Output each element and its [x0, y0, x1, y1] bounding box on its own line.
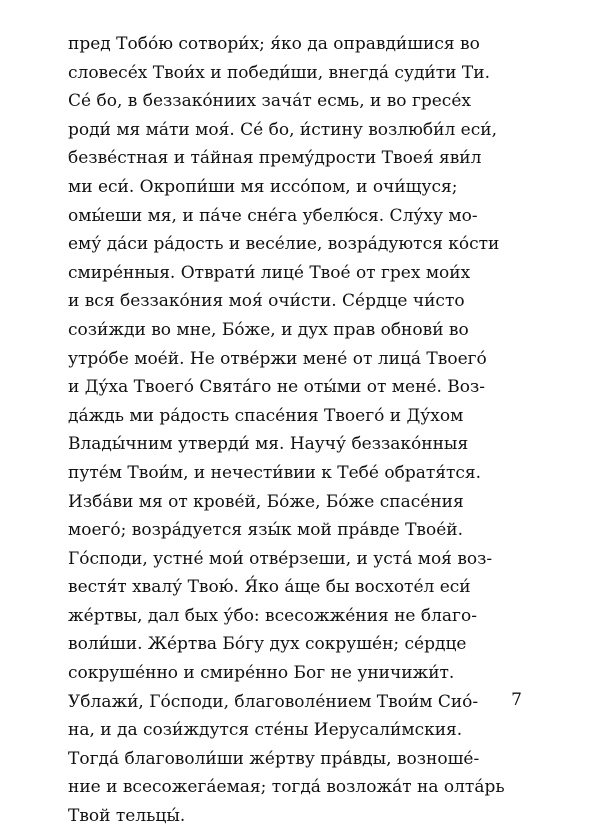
text-line: ние и всесожега́емая; тогда́ возложа́т на олта́рь — [68, 777, 505, 798]
text-line: Тогда́ благоволи́ши же́ртву пра́вды, возноше́- — [68, 748, 480, 769]
text-line: Твой тельцы́. — [68, 806, 186, 827]
text-line: роди́ мя ма́ти моя́. Се́ бо, и́стину возлюби́л еси́, — [68, 119, 497, 140]
text-line: Го́споди, устне́ мои́ отве́рзеши, и уста́ моя́ воз- — [68, 548, 493, 569]
text-line: же́ртвы, дал бых у́бо: всесожже́ния не благо- — [68, 605, 477, 626]
text-line: да́ждь ми ра́дость спасе́ния Твоего́ и Ду́хом — [68, 405, 464, 426]
text-line: ми еси́. Окропи́ши мя иссо́пом, и очи́щуся; — [68, 176, 458, 197]
page-number: 7 — [511, 690, 522, 710]
text-line: утро́бе мое́й. Не отве́ржи мене́ от лица́ Твоего́ — [68, 348, 487, 369]
text-line: Ублажи́, Го́споди, благоволе́нием Твои́м Сио́- — [68, 691, 479, 712]
text-line: омы́еши мя, и па́че сне́га убелю́ся. Слу́ху мо- — [68, 205, 478, 226]
text-line: на, и да сози́ждутся сте́ны Иерусали́мския. — [68, 720, 463, 741]
text-line: пред Тобо́ю сотвори́х; я́ко да оправди́шися во — [68, 34, 480, 54]
text-line: Се́ бо, в беззако́ниих зача́т есмь, и во гресе́х — [68, 91, 471, 112]
text-line: словесе́х Твои́х и победи́ши, внегда́ суди́ти Ти. — [68, 62, 490, 83]
text-line: Влады́чним утверди́ мя. Научу́ беззако́нныя — [68, 434, 469, 455]
text-line: и вся беззако́ния моя́ очи́сти. Се́рдце чи́сто — [68, 291, 465, 312]
text-line: Изба́ви мя от крове́й, Бо́же, Бо́же спасе́ния — [68, 491, 464, 512]
text-line: ему́ да́си ра́дость и весе́лие, возра́дуются ко́сти — [68, 234, 500, 255]
text-line: сози́жди во мне, Бо́же, и дух прав обнови́ во — [68, 319, 469, 340]
text-line: моего́; возра́дуется язы́к мой пра́вде Твое́й. — [68, 520, 464, 541]
text-line: воли́ши. Же́ртва Бо́гу дух сокруше́н; се́рдце — [68, 634, 467, 655]
text-line: безве́стная и та́йная прему́дрости Твоея́ яви́л — [68, 148, 482, 169]
psalm-text — [68, 30, 538, 831]
text-line: и Ду́ха Твоего́ Свята́го не оты́ми от мене́. Воз- — [68, 377, 486, 398]
text-line: смире́нныя. Отврати́ лице́ Твое́ от грех мои́х — [68, 262, 471, 283]
text-line: вестя́т хвалу́ Твою́. Я́ко а́ще бы восхоте́л еси́ — [68, 577, 471, 598]
text-line: путе́м Твои́м, и нечести́вии к Тебе́ обратя́тся. — [68, 462, 482, 483]
text-line: сокруше́нно и смире́нно Бог не уничижи́т. — [68, 663, 455, 684]
